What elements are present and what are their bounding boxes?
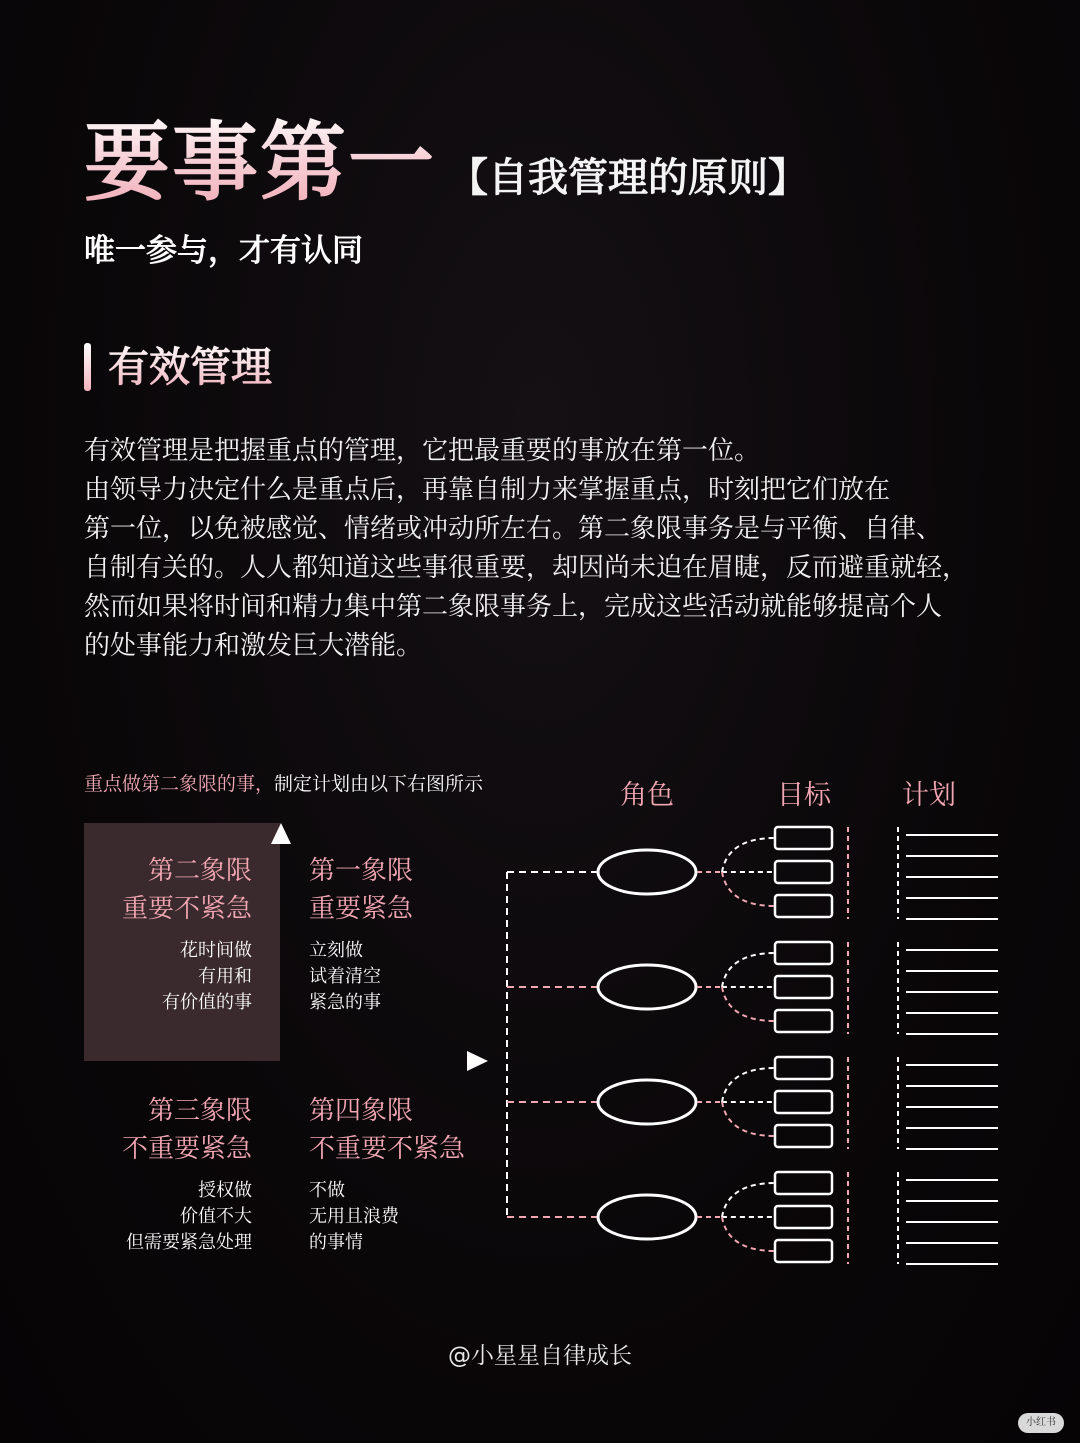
role-ellipse xyxy=(598,850,696,894)
role-ellipse xyxy=(598,1080,696,1124)
role-ellipse xyxy=(598,965,696,1009)
quadrant-four-type: 不重要不紧急 xyxy=(309,1134,466,1164)
quadrant-four xyxy=(309,1092,465,1256)
quadrant-four-name: 第四象限 xyxy=(309,1096,414,1126)
goal-connector xyxy=(722,953,775,987)
quadrant-four-desc: 的事情 xyxy=(309,1232,363,1253)
body-line: 然而如果将时间和精力集中第二象限事务上，完成这些活动就能够提高个人 xyxy=(84,592,943,622)
watermark-badge: 小红书 xyxy=(1018,1413,1064,1433)
body-line: 自制有关的。人人都知道这些事很重要，却因尚未迫在眉睫，反而避重就轻， xyxy=(84,553,969,583)
quadrant-one xyxy=(309,852,413,1016)
quadrant-three-name: 第三象限 xyxy=(147,1096,252,1126)
page-title: 要事第一 xyxy=(84,108,436,218)
goal-connector xyxy=(722,1183,775,1217)
author-credit: @小星星自律成长 xyxy=(448,1343,632,1369)
goal-connector xyxy=(722,872,775,906)
quadrant-three-desc: 授权做 xyxy=(198,1180,252,1201)
quadrant-two-name: 第二象限 xyxy=(147,856,252,886)
goal-connector xyxy=(722,987,775,1021)
horizontal-arrow-icon xyxy=(467,1051,488,1071)
quadrant-two-desc: 有用和 xyxy=(198,966,252,987)
goal-connector xyxy=(722,1217,775,1251)
quadrant-two-desc: 有价值的事 xyxy=(162,992,252,1013)
column-role: 角色 xyxy=(620,780,674,811)
body-line: 第一位，以免被感觉、情绪或冲动所左右。第二象限事务是与平衡、自律、 xyxy=(84,514,943,544)
tagline: 唯一参与，才有认同 xyxy=(84,233,363,269)
quadrant-four-desc: 不做 xyxy=(309,1180,345,1201)
note-rest: 制定计划由以下右图所示 xyxy=(274,773,484,795)
role-ellipse xyxy=(598,1195,696,1239)
goal-box xyxy=(775,827,832,849)
body-line: 由领导力决定什么是重点后，再靠自制力来掌握重点，时刻把它们放在 xyxy=(84,475,891,505)
quadrant-three-type: 不重要紧急 xyxy=(121,1134,252,1164)
quadrant-three-desc: 但需要紧急处理 xyxy=(126,1232,252,1253)
goal-box xyxy=(775,1172,832,1194)
goal-connector xyxy=(722,1102,775,1136)
quadrant-one-name: 第一象限 xyxy=(309,856,414,886)
goal-box xyxy=(775,1240,832,1262)
quadrant-two xyxy=(84,852,252,1016)
column-plan: 计划 xyxy=(902,780,956,811)
goal-box xyxy=(775,1010,832,1032)
goal-connector xyxy=(722,838,775,872)
goal-box xyxy=(775,942,832,964)
body-line: 的处事能力和激发巨大潜能。 xyxy=(84,631,423,661)
goal-box xyxy=(775,895,832,917)
quadrant-two-desc: 花时间做 xyxy=(180,940,252,961)
goal-box xyxy=(775,1057,832,1079)
quadrant-three xyxy=(84,1092,252,1256)
goal-connector xyxy=(722,1068,775,1102)
quadrant-one-desc: 试着清空 xyxy=(309,966,381,987)
goal-box xyxy=(775,976,832,998)
quadrant-one-type: 重要紧急 xyxy=(309,894,414,924)
quadrant-three-desc: 价值不大 xyxy=(180,1206,252,1227)
quadrant-two-type: 重要不紧急 xyxy=(121,894,252,924)
vertical-arrow-icon xyxy=(271,823,291,844)
quadrant-one-desc: 立刻做 xyxy=(309,940,363,961)
goal-box xyxy=(775,1206,832,1228)
note-highlight: 重点做第二象限的事， xyxy=(84,773,275,795)
column-goal: 目标 xyxy=(777,780,831,811)
quadrant-one-desc: 紧急的事 xyxy=(309,992,381,1013)
body-line: 有效管理是把握重点的管理，它把最重要的事放在第一位。 xyxy=(84,436,761,466)
page-subtitle: 【自我管理的原则】 xyxy=(448,155,808,201)
quadrant-four-desc: 无用且浪费 xyxy=(309,1206,399,1227)
section-title: 有效管理 xyxy=(108,338,272,396)
goal-box xyxy=(775,1091,832,1113)
goal-box xyxy=(775,1125,832,1147)
goal-box xyxy=(775,861,832,883)
